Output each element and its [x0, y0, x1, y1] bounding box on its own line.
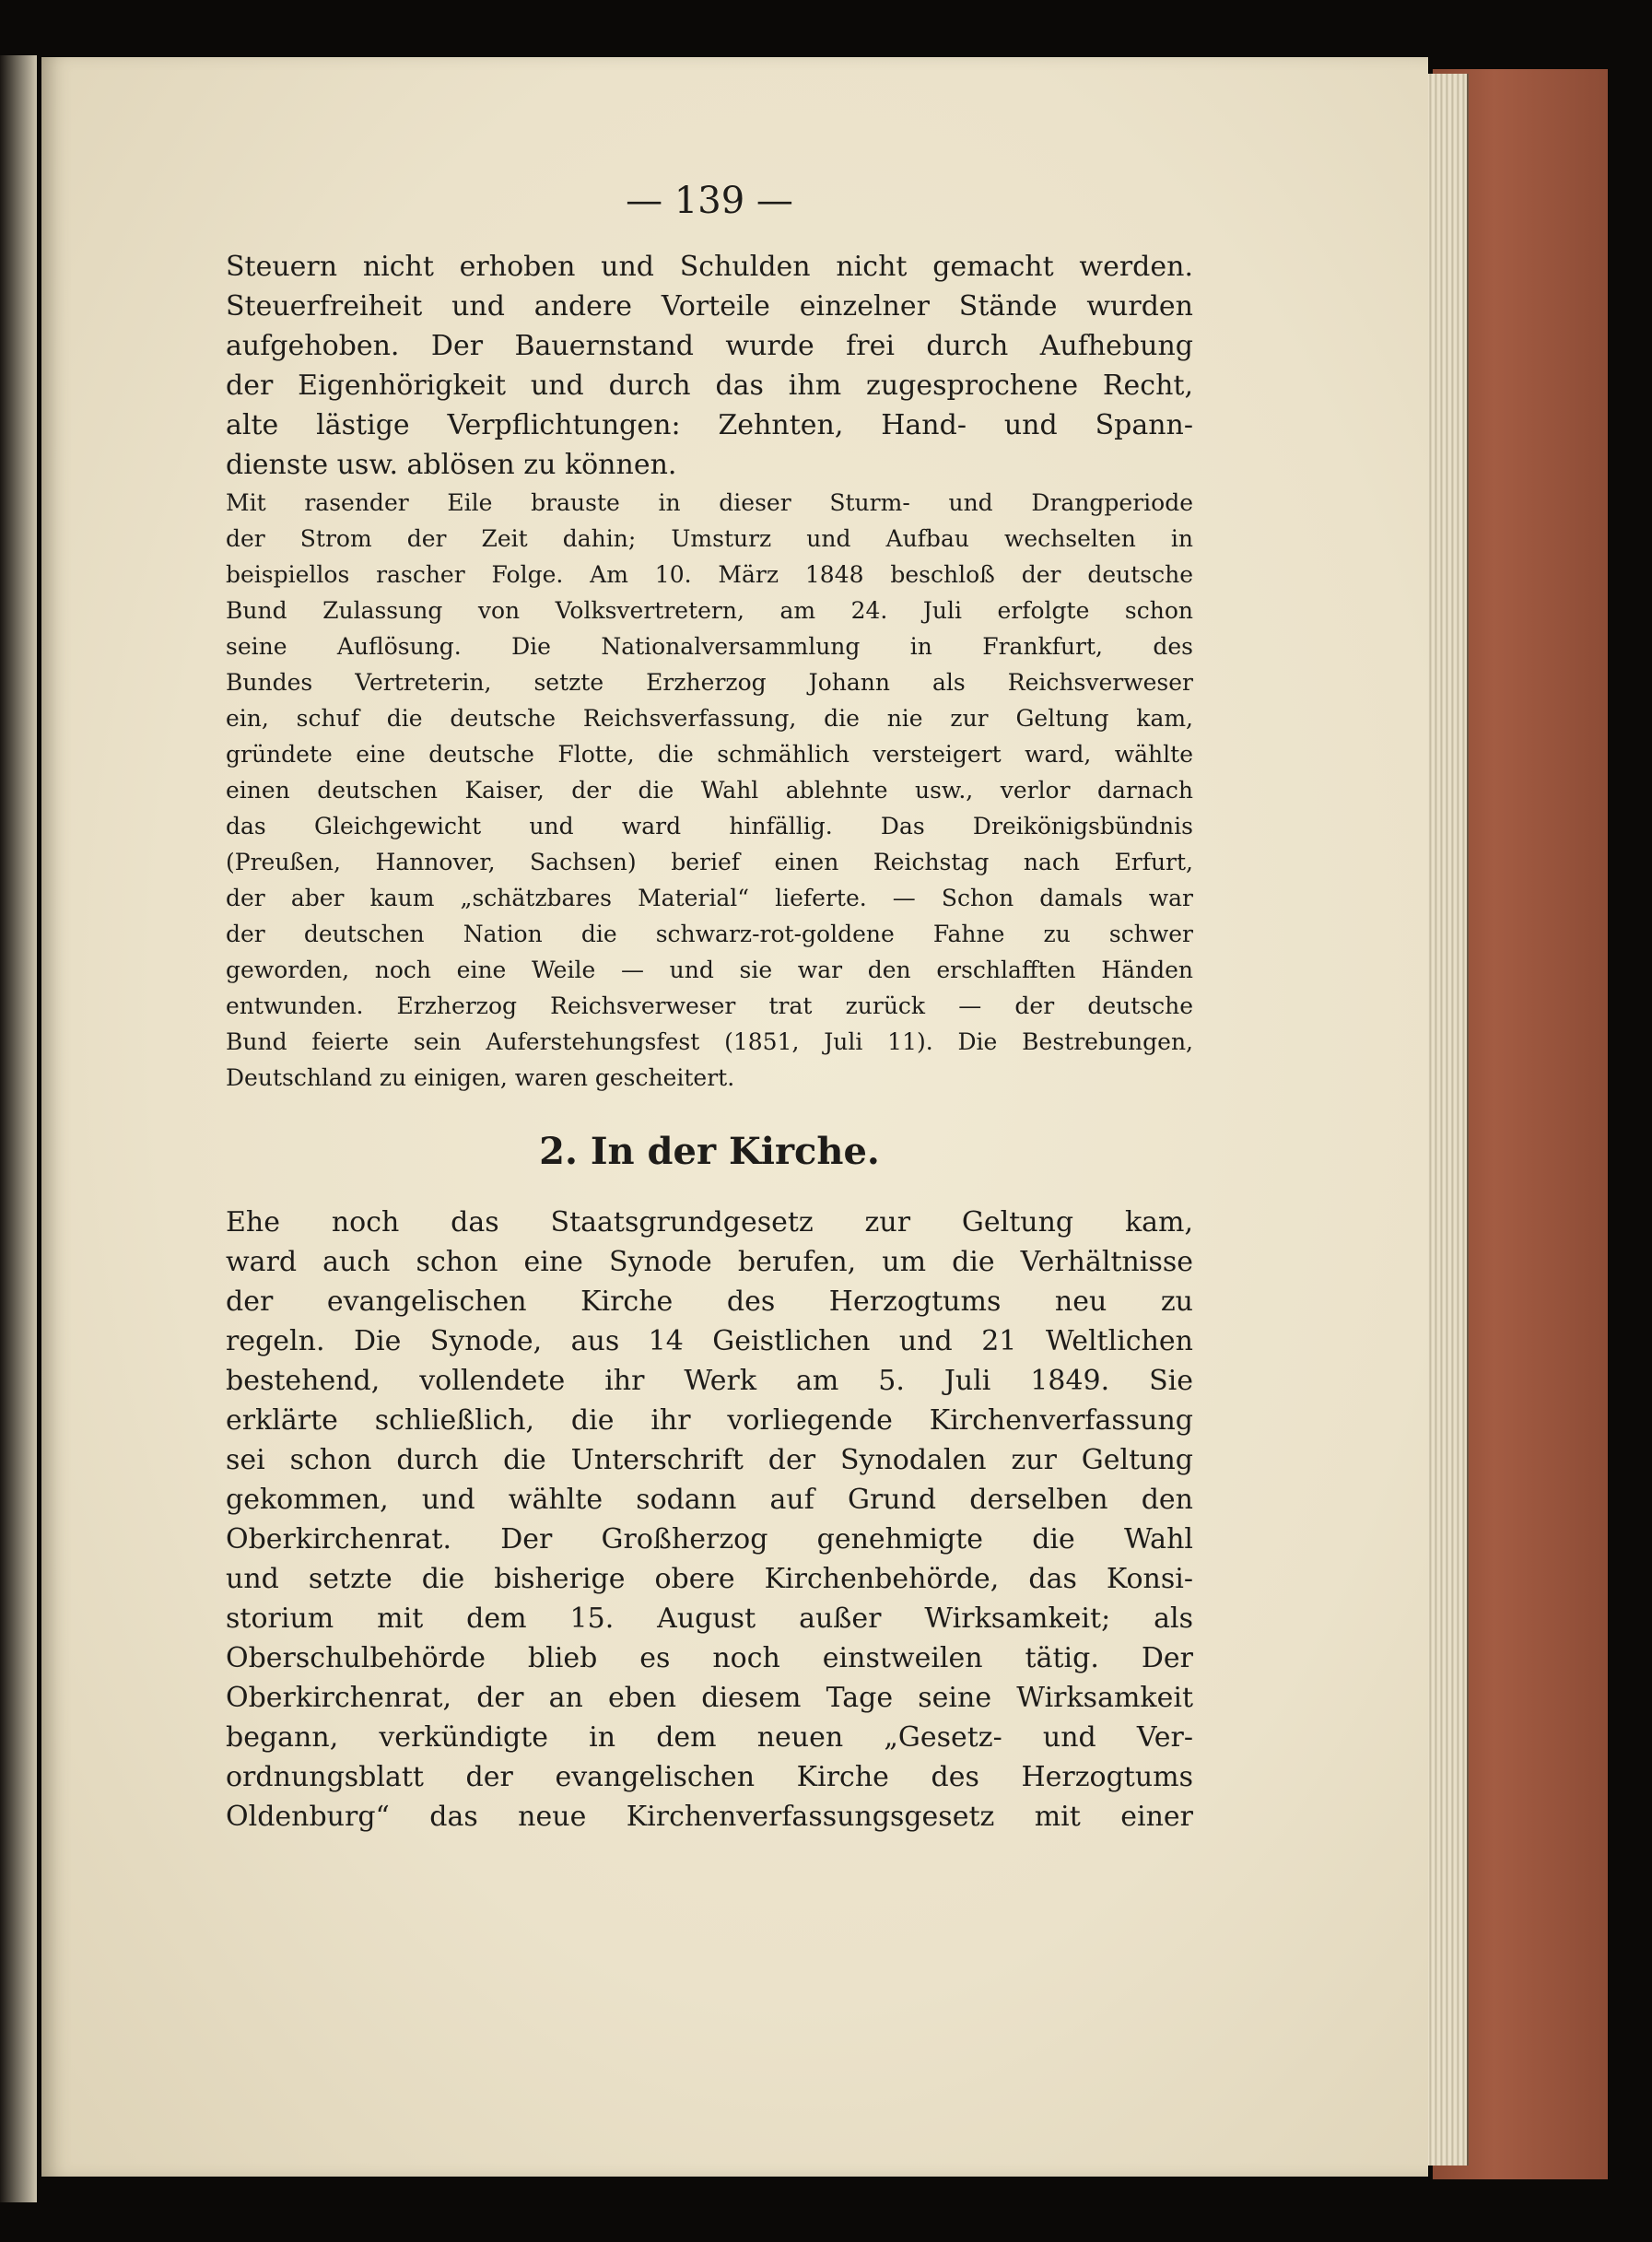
text-line: sei schon durch die Unterschrift der Synodalen zur Geltung [226, 1444, 1193, 1476]
text-line: Oberkirchenrat, der an eben diesem Tage seine Wirksamkeit [226, 1682, 1193, 1714]
text-line: der Strom der Zeit dahin; Umsturz und Aufbau wechselten in [226, 525, 1193, 552]
text-line: Bund Zulassung von Volksvertretern, am 24. Juli erfolgte schon [226, 597, 1193, 624]
text-line: geworden, noch eine Weile — und sie war den erschlafften Händen [226, 957, 1193, 983]
section-heading: 2. In der Kirche. [539, 1130, 880, 1173]
text-line: Oberkirchenrat. Der Großherzog genehmigte die Wahl [226, 1523, 1193, 1555]
text-line: Oberschulbehörde blieb es noch einstweilen tätig. Der [226, 1642, 1193, 1674]
text-line: Bund feierte sein Auferstehungsfest (1851, Juli 11). Die Bestrebungen, [226, 1028, 1193, 1055]
text-line: erklärte schließlich, die ihr vorliegende Kirchenverfassung [226, 1404, 1193, 1437]
text-line: ordnungsblatt der evangelischen Kirche des Herzogtums [226, 1761, 1193, 1793]
text-line: Deutschland zu einigen, waren gescheitert. [226, 1064, 735, 1091]
text-line: Ehe noch das Staatsgrundgesetz zur Geltung kam, [226, 1206, 1193, 1238]
text-line: (Preußen, Hannover, Sachsen) berief einen Reichstag nach Erfurt, [226, 849, 1193, 875]
text-line: Steuerfreiheit und andere Vorteile einzelner Stände wurden [226, 290, 1193, 323]
text-line: regeln. Die Synode, aus 14 Geistlichen und 21 Weltlichen [226, 1325, 1193, 1357]
text-line: Steuern nicht erhoben und Schulden nicht gemacht werden. [226, 251, 1193, 283]
paragraph-3 [226, 1203, 1193, 1837]
text-line: gekommen, und wählte sodann auf Grund derselben den [226, 1484, 1193, 1516]
text-line: seine Auflösung. Die Nationalversammlung in Frankfurt, des [226, 633, 1193, 660]
text-line: ein, schuf die deutsche Reichsverfassung, die nie zur Geltung kam, [226, 705, 1193, 732]
text-line: Bundes Vertreterin, setzte Erzherzog Johann als Reichsverweser [226, 669, 1193, 696]
left-page-edge [0, 55, 37, 2202]
text-line: und setzte die bisherige obere Kirchenbehörde, das Konsi- [226, 1563, 1193, 1595]
page-number: — 139 — [626, 180, 793, 222]
text-line: Mit rasender Eile brauste in dieser Sturm- und Drangperiode [226, 489, 1193, 516]
text-line: alte lästige Verpflichtungen: Zehnten, Hand- und Spann- [226, 409, 1193, 441]
text-line: gründete eine deutsche Flotte, die schmählich versteigert ward, wählte [226, 741, 1193, 768]
text-line: einen deutschen Kaiser, der die Wahl ablehnte usw., verlor darnach [226, 777, 1193, 804]
text-line: der Eigenhörigkeit und durch das ihm zugesprochene Recht, [226, 370, 1193, 402]
text-line: der evangelischen Kirche des Herzogtums neu zu [226, 1285, 1193, 1318]
text-line: begann, verkündigte in dem neuen „Gesetz- und Ver- [226, 1721, 1193, 1754]
text-line: Oldenburg“ das neue Kirchenverfassungsgesetz mit einer [226, 1801, 1193, 1833]
paragraph-1 [226, 247, 1193, 485]
text-line: storium mit dem 15. August außer Wirksamkeit; als [226, 1602, 1193, 1635]
text-line: der deutschen Nation die schwarz-rot-goldene Fahne zu schwer [226, 921, 1193, 947]
text-line: entwunden. Erzherzog Reichsverweser trat zurück — der deutsche [226, 992, 1193, 1019]
text-line: ward auch schon eine Synode berufen, um die Verhältnisse [226, 1246, 1193, 1278]
text-line: beispiellos rascher Folge. Am 10. März 1848 beschloß der deutsche [226, 561, 1193, 588]
text-line: aufgehoben. Der Bauernstand wurde frei durch Aufhebung [226, 330, 1193, 362]
text-line: dienste usw. ablösen zu können. [226, 449, 677, 481]
text-block [226, 173, 1193, 1837]
text-line: der aber kaum „schätzbares Material“ lieferte. — Schon damals war [226, 885, 1193, 911]
text-line: das Gleichgewicht und ward hinfällig. Das Dreikönigsbündnis [226, 813, 1193, 839]
paragraph-2 [226, 485, 1193, 1096]
text-line: bestehend, vollendete ihr Werk am 5. Juli 1849. Sie [226, 1365, 1193, 1397]
